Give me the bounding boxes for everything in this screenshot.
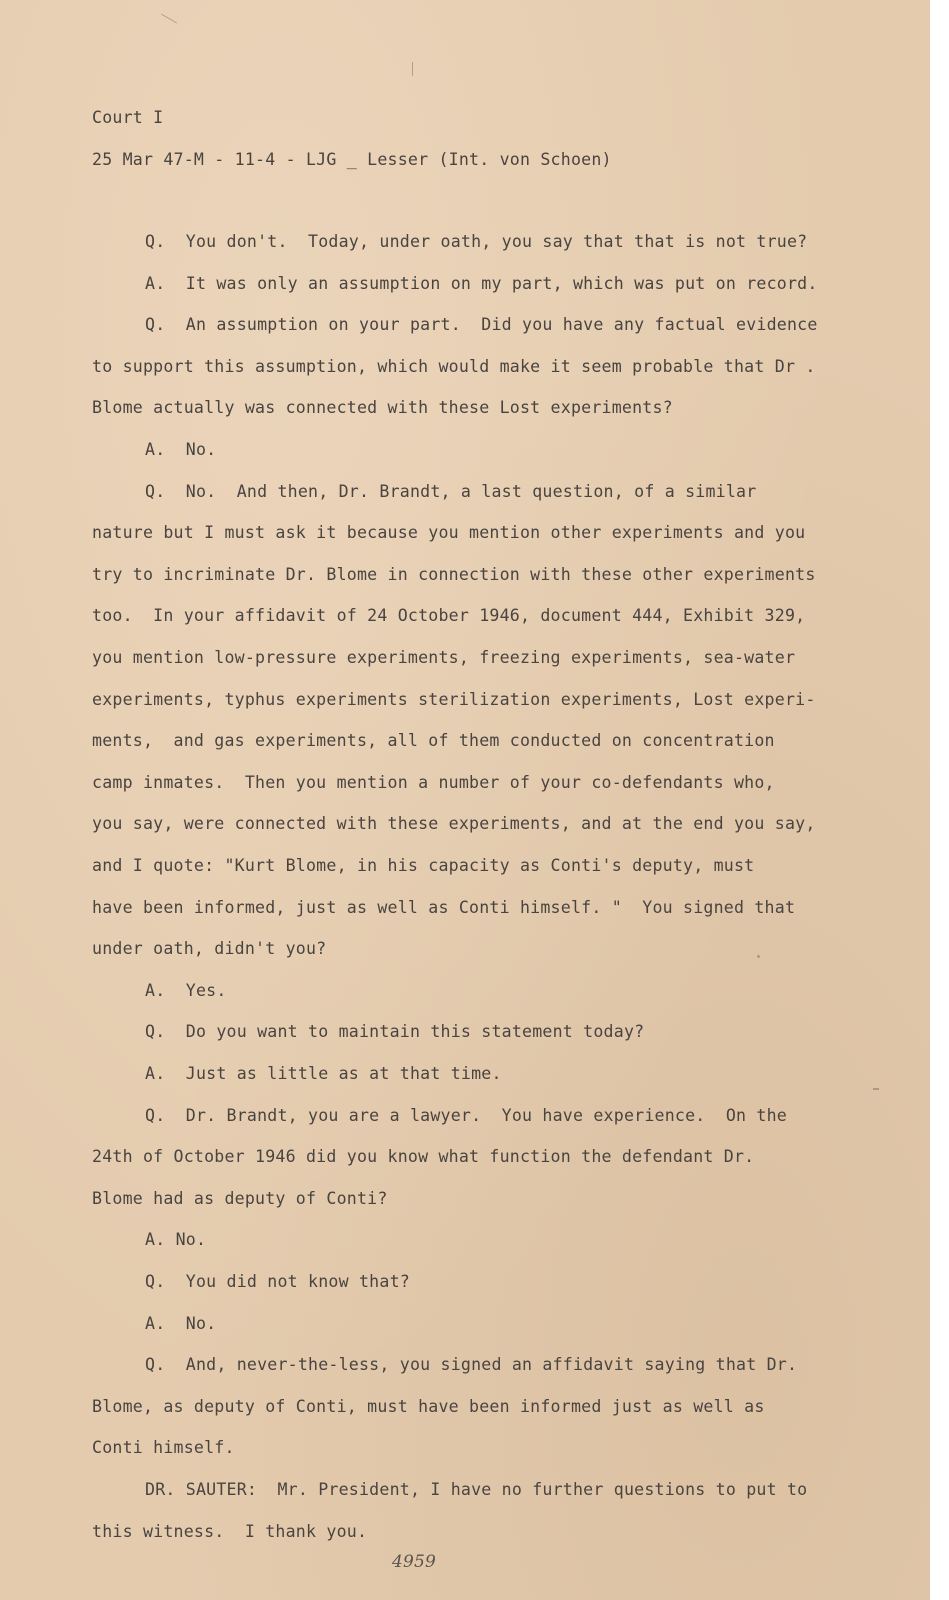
transcript-line: A. No. <box>145 1313 217 1333</box>
transcript-line: under oath, didn't you? <box>92 939 327 959</box>
paper-mark <box>873 1088 879 1090</box>
transcript-line: nature but I must ask it because you mention other experiments and you <box>92 523 806 543</box>
transcript-line: A. It was only an assumption on my part, which was put on record. <box>145 273 818 293</box>
transcript-line: Blome had as deputy of Conti? <box>92 1188 388 1208</box>
transcript-line: experiments, typhus experiments sterilization experiments, Lost experi- <box>92 689 816 709</box>
transcript-line: try to incriminate Dr. Blome in connection with these other experiments <box>92 564 816 584</box>
transcript-line: A. No. <box>145 1230 207 1250</box>
transcript-line: Q. You did not know that? <box>145 1272 410 1291</box>
transcript-line: A. No. <box>145 440 217 459</box>
transcript-line: Q. Do you want to maintain this statement today? <box>145 1022 645 1042</box>
transcript-line: to support this assumption, which would make it seem probable that Dr . <box>92 356 816 376</box>
transcript-line: Q. And, never-the-less, you signed an affidavit saying that Dr. <box>145 1355 798 1375</box>
transcript-line: camp inmates. Then you mention a number of your co-defendants who, <box>92 772 775 792</box>
transcript-line: ments, and gas experiments, all of them conducted on concentration <box>92 731 775 751</box>
transcript-line: Blome, as deputy of Conti, must have been informed just as well as <box>92 1396 765 1416</box>
paper-mark <box>412 62 413 76</box>
transcript-line: too. In your affidavit of 24 October 1946, document 444, Exhibit 329, <box>92 606 806 626</box>
transcript-line: Q. You don't. Today, under oath, you say that that is not true? <box>145 232 808 251</box>
transcript-line: A. Yes. <box>145 980 227 1000</box>
transcript-line: and I quote: "Kurt Blome, in his capacity as Conti's deputy, must <box>92 856 755 875</box>
transcript-line: you mention low-pressure experiments, freezing experiments, sea-water <box>92 648 796 667</box>
transcript-line: Conti himself. <box>92 1438 235 1458</box>
transcript-line: this witness. I thank you. <box>92 1521 368 1541</box>
transcript-line: Blome actually was connected with these Lost experiments? <box>92 398 673 418</box>
transcript-line: have been informed, just as well as Conti himself. " You signed that <box>92 897 796 917</box>
transcript-line: Q. Dr. Brandt, you are a lawyer. You have experience. On the <box>145 1105 787 1125</box>
transcript-line: you say, were connected with these experiments, and at the end you say, <box>92 814 816 834</box>
paper-mark <box>161 14 177 24</box>
transcript-line: DR. SAUTER: Mr. President, I have no further questions to put to <box>145 1480 808 1499</box>
page-number: 4959 <box>392 1552 437 1572</box>
transcript-line: Q. An assumption on your part. Did you have any factual evidence <box>145 315 818 335</box>
transcript-line: Q. No. And then, Dr. Brandt, a last question, of a similar <box>145 481 757 501</box>
transcript-line: A. Just as little as at that time. <box>145 1064 502 1083</box>
transcript-line: 24th of October 1946 did you know what function the defendant Dr. <box>92 1147 755 1167</box>
court-label: Court I <box>92 108 164 127</box>
session-header: 25 Mar 47-M - 11-4 - LJG _ Lesser (Int. von Schoen) <box>92 150 612 169</box>
paper-mark <box>757 955 760 958</box>
